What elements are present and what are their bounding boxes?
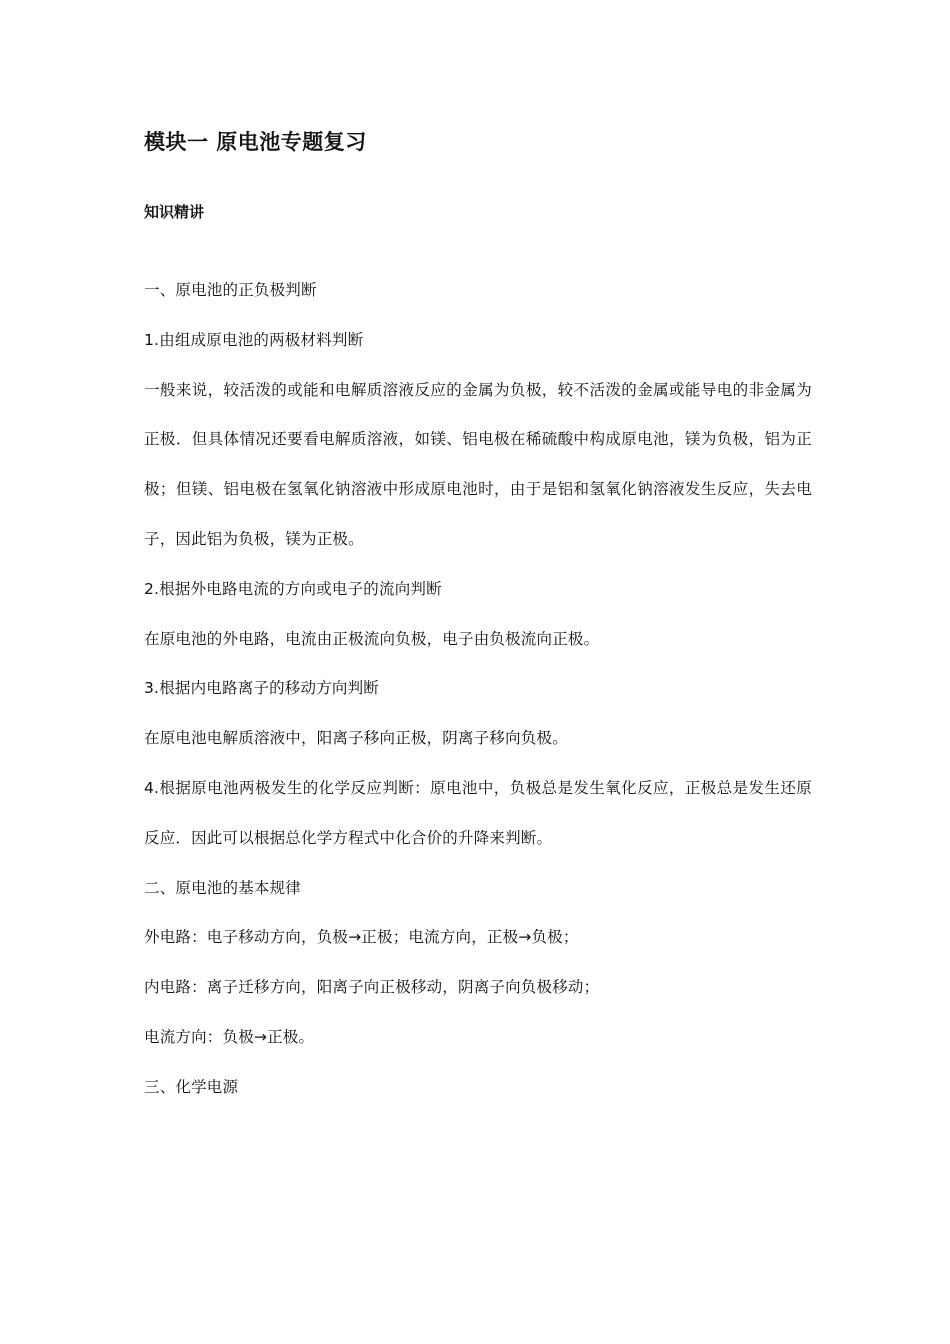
rule-internal-circuit: 内电路：离子迁移方向，阳离子向正极移动，阴离子向负极移动； [144, 978, 600, 997]
rule-current-direction: 电流方向：负极→正极。 [144, 1027, 315, 1046]
point-1-heading: 1.由组成原电池的两极材料判断 [144, 330, 364, 349]
point-2-heading: 2.根据外电路电流的方向或电子的流向判断 [144, 579, 442, 598]
section-subtitle: 知识精讲 [144, 203, 205, 221]
heading-basic-rules: 二、原电池的基本规律 [144, 878, 302, 897]
point-3-body: 在原电池电解质溶液中，阳离子移向正极，阴离子移向负极。 [144, 729, 568, 748]
heading-chemical-power: 三、化学电源 [144, 1077, 239, 1096]
point-3-heading: 3.根据内电路离子的移动方向判断 [144, 679, 379, 698]
rule-external-circuit: 外电路：电子移动方向，负极→正极；电流方向，正极→负极； [144, 928, 579, 947]
heading-electrode-judgement: 一、原电池的正负极判断 [144, 281, 317, 299]
point-1-body: 一般来说，较活泼的或能和电解质溶液反应的金属为负极，较不活泼的金属或能导电的非金属为正极．但具体情况还要看电解质溶液，如镁、铝电极在稀硫酸中构成原电池，镁为负极，铝为正极；但镁、铝电极在氢氧化钠溶液中形成原电池时，由于是铝和氢氧化钠溶液发生反应，失去电子，因此铝为负极，镁为正极。 [144, 380, 812, 548]
point-4-paragraph: 4.根据原电池两极发生的化学反应判断：原电池中，负极总是发生氧化反应，正极总是发生还原反应．因此可以根据总化学方程式中化合价的升降来判断。 [144, 778, 812, 847]
document-body [144, 266, 812, 1113]
document-title: 模块一 原电池专题复习 [144, 130, 367, 154]
point-2-body: 在原电池的外电路，电流由正极流向负极，电子由负极流向正极。 [144, 629, 600, 648]
